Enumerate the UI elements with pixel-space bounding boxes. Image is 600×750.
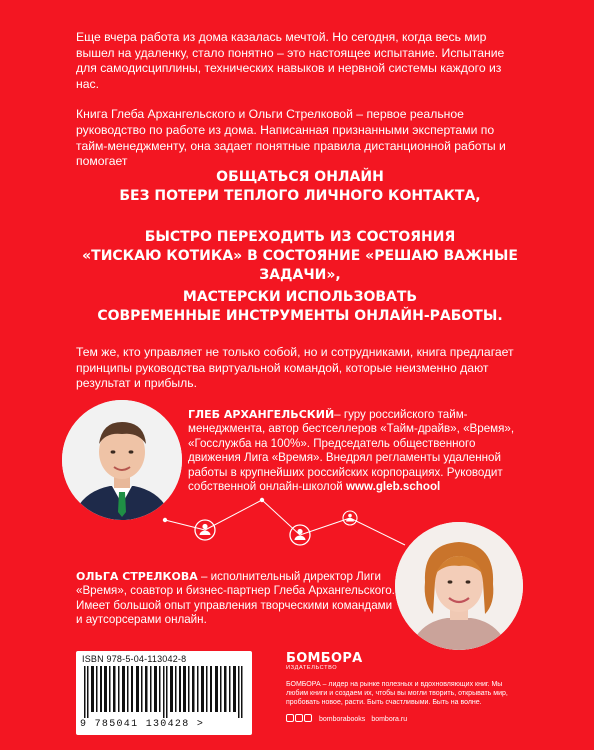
social-icons	[286, 714, 313, 724]
author-2-bio	[76, 570, 398, 628]
barcode-number: 9 785041 130428 >	[80, 719, 205, 730]
publisher-logo: БОМБОРА	[286, 651, 363, 666]
publisher-block	[286, 651, 526, 724]
management-text: Тем же, кто управляет не только собой, но и сотрудниками, книга предлагает принципы руководства виртуальной командой, которые неизменно дают результат и прибыль.	[76, 345, 514, 391]
author-1-text: – гуру российского тайм-менеджмента, автор бестселлеров «Тайм-драйв», «Время», «Госслужба на 100%». Председатель общественного движения Лига «Время». Внедрял регламенты удаленной работы в крупнейших российских корпорациях. Руководит собственной онлайн-школой	[188, 408, 515, 494]
vk-icon[interactable]	[295, 714, 303, 722]
author-1-name: ГЛЕБ АРХАНГЕЛЬСКИЙ	[188, 408, 335, 421]
author-1-website[interactable]: www.gleb.school	[345, 480, 441, 494]
intro-paragraph-2: Книга Глеба Архангельского и Ольги Стрелковой – первое реальное руководство по работе из дома. Написанная признанными экспертами по тайм-менеджменту, она задает понятные правила дистанционной работы и помогает	[76, 107, 506, 169]
instagram-icon[interactable]	[304, 714, 312, 722]
publisher-site[interactable]: bombora.ru	[371, 715, 408, 723]
publisher-logo-subtitle: ИЗДАТЕЛЬСТВО	[286, 665, 338, 671]
author-2-photo	[395, 522, 523, 650]
publisher-handle[interactable]: bomborabooks	[319, 715, 366, 723]
author-2-text: – исполнительный директор Лиги «Время», соавтор и бизнес-партнер Глеба Архангельского. Имеет большой опыт управления творческими командами и аутсорсерами онлайн.	[76, 570, 395, 627]
isbn-number: ISBN 978-5-04-113042-8	[82, 654, 187, 664]
bullet-1-line-2: БЕЗ ПОТЕРИ ТЕПЛОГО ЛИЧНОГО КОНТАКТА,	[119, 188, 481, 204]
isbn-barcode	[76, 651, 252, 735]
facebook-icon[interactable]	[286, 714, 294, 722]
bullet-3-line-1: МАСТЕРСКИ ИСПОЛЬЗОВАТЬ	[182, 289, 418, 305]
bullet-3-line-2: СОВРЕМЕННЫЕ ИНСТРУМЕНТЫ ОНЛАЙН-РАБОТЫ.	[97, 308, 503, 324]
author-1-bio	[188, 408, 530, 494]
author-1-photo	[62, 400, 182, 520]
intro-paragraph-1: Еще вчера работа из дома казалась мечтой. Но сегодня, когда весь мир вышел на удаленку, стало понятно – это настоящее испытание. Испытание для самодисциплины, технических навыков и нервной системы каждого из нас.	[76, 30, 505, 91]
barcode-bars	[84, 666, 246, 718]
network-node	[260, 498, 264, 502]
bullet-2-line-1: БЫСТРО ПЕРЕХОДИТЬ ИЗ СОСТОЯНИЯ	[144, 229, 456, 245]
publisher-description: БОМБОРА – лидер на рынке полезных и вдохновляющих книг. Мы любим книги и создаем их, чтобы вы могли творить, открывать мир, пробовать новое, расти. Быть счастливыми. Быть на волне.	[286, 681, 508, 706]
author-2-name: ОЛЬГА СТРЕЛКОВА	[76, 570, 198, 583]
network-node	[163, 518, 167, 522]
publisher-social	[286, 714, 526, 724]
bullet-1-line-1: ОБЩАТЬСЯ ОНЛАЙН	[216, 169, 384, 185]
bullet-2-line-2: «ТИСКАЮ КОТИКА» В СОСТОЯНИЕ «РЕШАЮ ВАЖНЫЕ ЗАДАЧИ»,	[82, 248, 518, 283]
